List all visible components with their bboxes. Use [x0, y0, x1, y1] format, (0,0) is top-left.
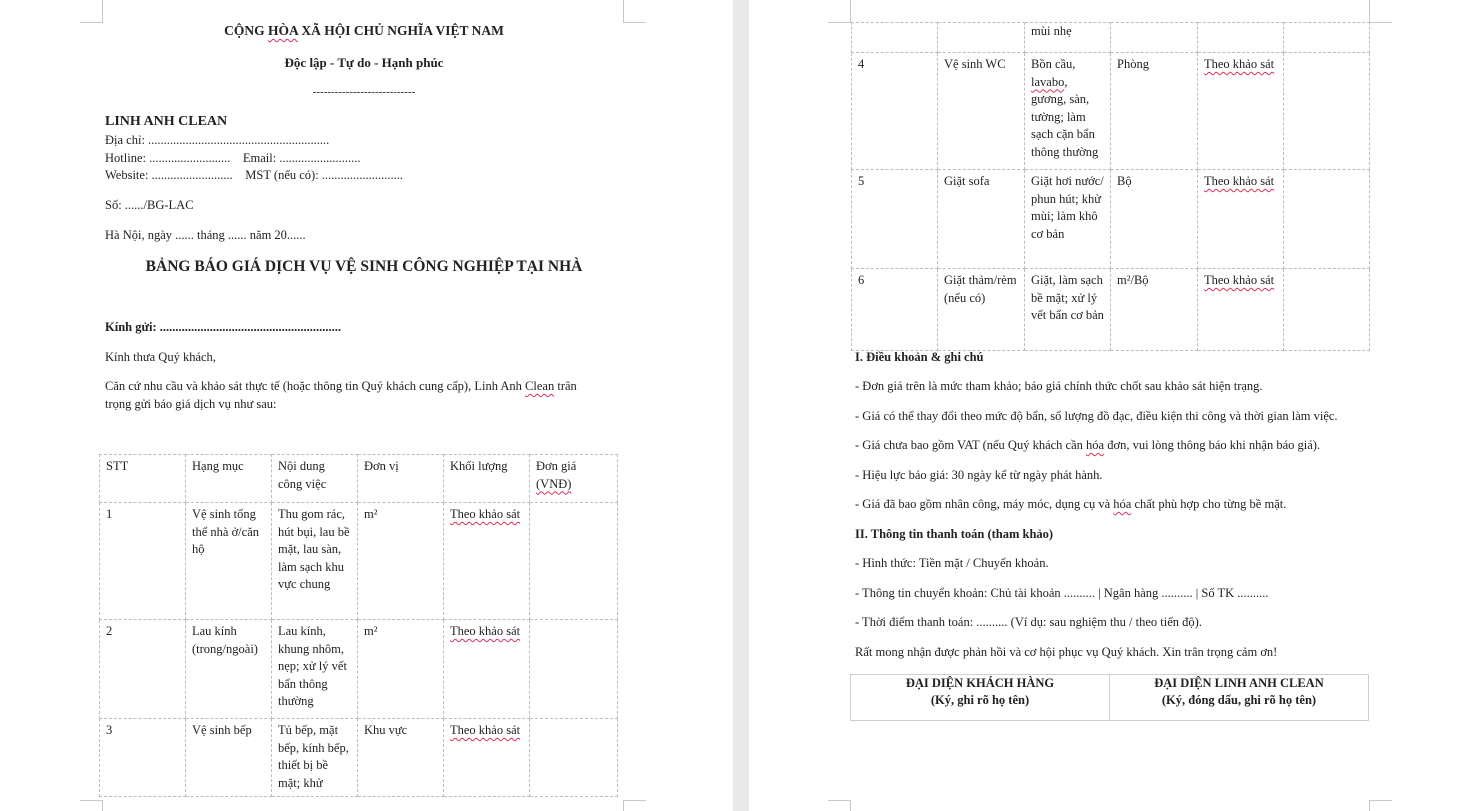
- table-cell: Theo khảo sát: [1198, 53, 1284, 170]
- table-cell: Theo khảo sát: [444, 503, 530, 620]
- table-cell: Vệ sinh tổng thể nhà ở/căn hộ: [186, 503, 272, 620]
- document-page-1: [0, 0, 733, 811]
- table-cell: [1111, 23, 1198, 53]
- payment-item: - Thời điểm thanh toán: .......... (Ví dụ: sau nghiệm thu / theo tiến độ).: [855, 615, 1202, 629]
- website-mst-line: Website: .......................... MST (nếu có): ..........................: [105, 168, 404, 182]
- table-row: [100, 620, 618, 719]
- table-cell: m²: [358, 503, 444, 620]
- term-item: - Giá chưa bao gồm VAT (nếu Quý khách cần hóa đơn, vui lòng thông báo khi nhận báo giá).: [855, 438, 1321, 452]
- table-cell: [530, 719, 618, 797]
- table-cell: [852, 23, 938, 53]
- table-cell: Theo khảo sát: [444, 620, 530, 719]
- payment-item: - Hình thức: Tiền mặt / Chuyển khoản.: [855, 556, 1049, 570]
- term-item: - Giá có thể thay đổi theo mức độ bẩn, số lượng đồ đạc, điều kiện thi công và thời gian làm việc.: [855, 409, 1338, 423]
- table-cell: Giặt thảm/rèm (nếu có): [938, 269, 1025, 351]
- term-item: - Giá đã bao gồm nhân công, máy móc, dụng cụ và hóa chất phù hợp cho từng bề mặt.: [855, 497, 1287, 511]
- company-signature-note: (Ký, đóng dấu, ghi rõ họ tên): [1161, 693, 1317, 707]
- customer-signature-note: (Ký, ghi rõ họ tên): [930, 693, 1030, 707]
- closing-line: Rất mong nhận được phản hồi và cơ hội phục vụ Quý khách. Xin trân trọng cảm ơn!: [855, 645, 1278, 659]
- table-row: [852, 170, 1370, 269]
- margin-marker: [80, 800, 103, 811]
- table-row: [852, 53, 1370, 170]
- margin-marker: [1369, 0, 1392, 23]
- table-cell: m²: [358, 620, 444, 719]
- header-cell: Nội dung công việc: [272, 455, 358, 503]
- date-line: Hà Nội, ngày ...... tháng ...... năm 20......: [105, 228, 306, 242]
- table-cell: Lau kính, khung nhôm, nẹp; xử lý vết bẩn thông thường: [272, 620, 358, 719]
- table-cell: Thu gom rác, hút bụi, lau bề mặt, lau sàn, làm sạch khu vực chung: [272, 503, 358, 620]
- table-cell: 3: [100, 719, 186, 797]
- table-cell: Giặt sofa: [938, 170, 1025, 269]
- table-cell: Giặt, làm sạch bề mặt; xử lý vết bẩn cơ bản: [1025, 269, 1111, 351]
- table-cell: [1198, 23, 1284, 53]
- customer-signature-cell: [851, 675, 1110, 721]
- table-cell: Lau kính (trong/ngoài): [186, 620, 272, 719]
- table-cell: [1284, 170, 1370, 269]
- table-cell: [1284, 53, 1370, 170]
- term-item: - Đơn giá trên là mức tham khảo; báo giá chính thức chốt sau khảo sát hiện trạng.: [855, 379, 1263, 393]
- table-cell: [938, 23, 1025, 53]
- table-cell: 4: [852, 53, 938, 170]
- table-cell: Vệ sinh bếp: [186, 719, 272, 797]
- document-number: Số: ....../BG-LAC: [105, 198, 194, 212]
- table-cell: 2: [100, 620, 186, 719]
- table-cell: Khu vực: [358, 719, 444, 797]
- margin-marker: [828, 800, 851, 811]
- margin-marker: [623, 800, 646, 811]
- table-cell: [530, 503, 618, 620]
- table-cell: Theo khảo sát: [1198, 269, 1284, 351]
- table-cell: [530, 620, 618, 719]
- table-cell: 6: [852, 269, 938, 351]
- header-cell: Hạng mục: [186, 455, 272, 503]
- header-cell: Đơn vị: [358, 455, 444, 503]
- table-cell: [1284, 269, 1370, 351]
- margin-marker: [80, 0, 103, 23]
- recipient-line: Kính gửi: ..........................................................: [105, 320, 341, 334]
- document-page-2: [749, 0, 1481, 811]
- table-cell: [1284, 23, 1370, 53]
- intro-line-2: trọng gửi báo giá dịch vụ như sau:: [105, 397, 277, 411]
- address-line: Địa chỉ: ..........................................................: [105, 133, 330, 147]
- national-title: CỘNG HÒA XÃ HỘI CHỦ NGHĨA VIỆT NAM: [224, 23, 504, 38]
- table-cell: 1: [100, 503, 186, 620]
- table-cell: m²/Bộ: [1111, 269, 1198, 351]
- table-cell: Phòng: [1111, 53, 1198, 170]
- table-cell: Theo khảo sát: [444, 719, 530, 797]
- table-row: [100, 719, 618, 797]
- table-row: [100, 503, 618, 620]
- section-terms-title: I. Điều khoản & ghi chú: [855, 350, 984, 364]
- table-cell: 5: [852, 170, 938, 269]
- table-cell: Bồn cầu, lavabo, gương, sàn, tường; làm sạch cặn bẩn thông thường: [1025, 53, 1111, 170]
- table-row: [852, 269, 1370, 351]
- company-signature-title: ĐẠI DIỆN LINH ANH CLEAN: [1154, 676, 1324, 690]
- signature-table: [850, 674, 1369, 721]
- separator: ----------------------------: [312, 86, 416, 98]
- table-cell: Bộ: [1111, 170, 1198, 269]
- greeting: Kính thưa Quý khách,: [105, 350, 216, 364]
- company-name: LINH ANH CLEAN: [105, 114, 228, 129]
- table-row: [852, 23, 1370, 53]
- margin-marker: [828, 0, 851, 23]
- margin-marker: [1369, 800, 1392, 811]
- motto: Độc lập - Tự do - Hạnh phúc: [284, 55, 444, 70]
- quotation-table: [99, 454, 618, 797]
- payment-item: - Thông tin chuyển khoản: Chủ tài khoản .......... | Ngân hàng .......... | Số TK ..........: [855, 586, 1269, 600]
- margin-marker: [623, 0, 646, 23]
- company-signature-cell: [1110, 675, 1369, 721]
- table-header-row: [100, 455, 618, 503]
- customer-signature-title: ĐẠI DIỆN KHÁCH HÀNG: [905, 676, 1055, 690]
- hotline-email-line: Hotline: .......................... Email: ..........................: [105, 151, 361, 165]
- header-cell: Đơn giá (VNĐ): [530, 455, 618, 503]
- header-cell: STT: [100, 455, 186, 503]
- section-payment-title: II. Thông tin thanh toán (tham khảo): [855, 527, 1054, 541]
- intro-line-1: Căn cứ nhu cầu và khảo sát thực tế (hoặc thông tin Quý khách cung cấp), Linh Anh Clean trân: [105, 379, 577, 393]
- quotation-table-continued: [851, 22, 1370, 351]
- table-cell: Vệ sinh WC: [938, 53, 1025, 170]
- table-cell: Giặt hơi nước/ phun hút; khử mùi; làm khô cơ bản: [1025, 170, 1111, 269]
- term-item: - Hiệu lực báo giá: 30 ngày kể từ ngày phát hành.: [855, 468, 1103, 482]
- header-cell: Khối lượng: [444, 455, 530, 503]
- table-cell: Tủ bếp, mặt bếp, kính bếp, thiết bị bề mặt; khử: [272, 719, 358, 797]
- table-cell: Theo khảo sát: [1198, 170, 1284, 269]
- document-title: BẢNG BÁO GIÁ DỊCH VỤ VỆ SINH CÔNG NGHIỆP TẠI NHÀ: [145, 258, 583, 275]
- table-cell: mùi nhẹ: [1025, 23, 1111, 53]
